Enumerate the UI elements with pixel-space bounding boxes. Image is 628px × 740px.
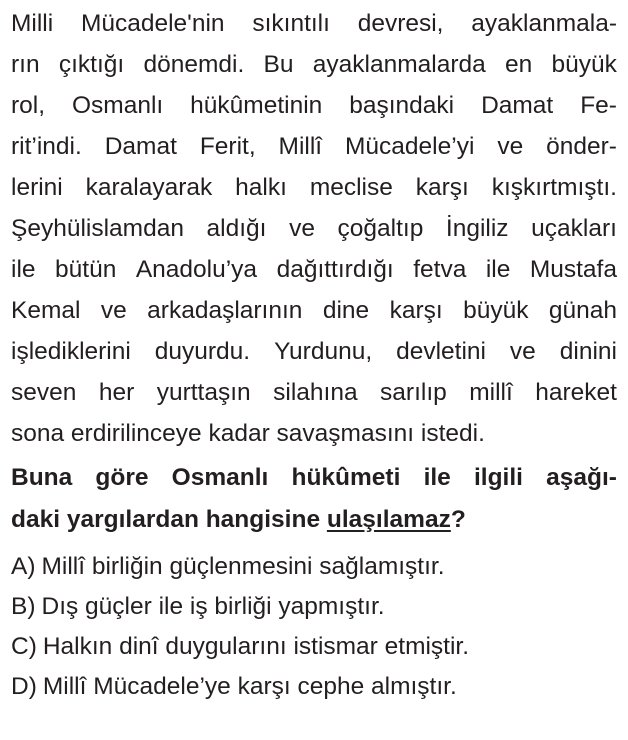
passage-line — [11, 85, 617, 126]
passage-word: halkı — [235, 174, 287, 201]
option-d[interactable] — [11, 667, 617, 707]
option-letter: C) — [11, 633, 37, 660]
passage-line — [11, 413, 617, 454]
passage-word: ve — [509, 338, 536, 365]
passage-word: çoğaltıp — [337, 215, 424, 242]
passage-word: seven — [11, 379, 77, 406]
passage-text — [11, 3, 617, 454]
question-word: Buna — [11, 464, 73, 491]
question-word: ile — [423, 464, 451, 491]
option-a[interactable] — [11, 547, 617, 587]
question-line-2 — [11, 499, 617, 541]
passage-word: Mustafa — [529, 256, 617, 283]
passage-line — [11, 331, 617, 372]
passage-word: sıkıntılı — [252, 10, 330, 37]
passage-line — [11, 44, 617, 85]
passage-word: arkadaşlarının — [147, 297, 303, 324]
passage-word: kışkırtmıştı. — [491, 174, 617, 201]
question-word: aşağı- — [546, 464, 617, 491]
question-document — [11, 0, 617, 707]
passage-word: karşı — [389, 297, 443, 324]
passage-word: fetva — [413, 256, 467, 283]
passage-word: karşı — [415, 174, 469, 201]
passage-word: karalayarak — [85, 174, 213, 201]
passage-word: Kemal — [11, 297, 81, 324]
question-word: hükûmeti — [291, 464, 401, 491]
question-word: ilgili — [473, 464, 523, 491]
passage-word: devletini — [396, 338, 486, 365]
passage-word: rın — [11, 51, 40, 78]
answer-options — [11, 547, 617, 707]
passage-word: ayaklanmala- — [471, 10, 617, 37]
passage-word: her — [98, 379, 135, 406]
passage-word: işlediklerini — [11, 338, 131, 365]
passage-line — [11, 126, 617, 167]
passage-word: İngiliz — [445, 215, 509, 242]
passage-word: günah — [548, 297, 617, 324]
passage-line — [11, 208, 617, 249]
passage-word: ve — [289, 215, 315, 242]
passage-word: çıktığı — [58, 51, 125, 78]
passage-word: büyük — [463, 297, 529, 324]
passage-word: sarılıp — [380, 379, 447, 406]
passage-word: silahına — [273, 379, 358, 406]
passage-word: ve — [497, 133, 524, 160]
passage-word: lerini — [11, 174, 63, 201]
passage-word: Bu — [263, 51, 294, 78]
passage-word: büyük — [551, 51, 617, 78]
question-line-1 — [11, 457, 617, 499]
passage-word: Mücadele’yi — [345, 133, 475, 160]
question-word: Osmanlı — [171, 464, 269, 491]
passage-word: ile — [485, 256, 511, 283]
option-letter: A) — [11, 553, 36, 580]
passage-word: önder- — [546, 133, 617, 160]
passage-word: Damat — [104, 133, 177, 160]
passage-word: Millî — [278, 133, 323, 160]
passage-word: dinini — [559, 338, 617, 365]
passage-word: Yurdunu, — [274, 338, 373, 365]
option-c[interactable] — [11, 627, 617, 667]
passage-line — [11, 290, 617, 331]
passage-word: hareket — [535, 379, 617, 406]
passage-word: Ferit, — [199, 133, 256, 160]
passage-line — [11, 372, 617, 413]
option-letter: D) — [11, 673, 37, 700]
passage-word: en — [505, 51, 533, 78]
passage-word: Anadolu’ya — [135, 256, 258, 283]
passage-word: duyurdu. — [154, 338, 251, 365]
passage-word: dine — [322, 297, 370, 324]
passage-word: uçakları — [531, 215, 617, 242]
passage-line — [11, 167, 617, 208]
passage-word: Milli — [11, 10, 54, 37]
passage-word: Şeyhülislamdan — [11, 215, 184, 242]
option-text: Millî birliğin güçlenmesini sağlamıştır. — [41, 553, 445, 580]
passage-word: dağıttırdığı — [276, 256, 394, 283]
question-stem — [11, 457, 617, 541]
passage-word: meclise — [309, 174, 393, 201]
option-text: Dış güçler ile iş birliği yapmıştır. — [41, 593, 385, 620]
passage-line — [11, 3, 617, 44]
passage-word: Mücadele'nin — [80, 10, 225, 37]
passage-word: başındaki — [349, 92, 455, 119]
question-word: göre — [95, 464, 149, 491]
option-text: Millî Mücadele’ye karşı cephe almıştır. — [42, 673, 457, 700]
passage-word: ve — [100, 297, 127, 324]
passage-line — [11, 249, 617, 290]
option-text: Halkın dinî duygularını istismar etmiştir. — [42, 633, 470, 660]
passage-word: ayaklanmalarda — [312, 51, 486, 78]
passage-word: devresi, — [357, 10, 444, 37]
passage-word: bütün — [55, 256, 117, 283]
passage-word: dönemdi. — [143, 51, 245, 78]
question-prefix: daki yargılardan hangisine — [11, 506, 327, 533]
passage-word: rit’indi. — [11, 133, 82, 160]
passage-word: hükûmetinin — [190, 92, 323, 119]
passage-word: ile — [11, 256, 36, 283]
passage-word: rol, — [11, 92, 46, 119]
option-b[interactable] — [11, 587, 617, 627]
passage-word: Fe- — [580, 92, 617, 119]
passage-word: aldığı — [206, 215, 267, 242]
passage-word: Osmanlı — [72, 92, 164, 119]
question-keyword: ulaşılamaz — [326, 506, 451, 533]
question-mark: ? — [450, 506, 466, 533]
passage-word: yurttaşın — [156, 379, 251, 406]
passage-word: millî — [469, 379, 513, 406]
passage-word: sona erdirilinceye kadar savaşmasını istedi. — [11, 420, 485, 447]
passage-word: Damat — [481, 92, 554, 119]
option-letter: B) — [11, 593, 36, 620]
